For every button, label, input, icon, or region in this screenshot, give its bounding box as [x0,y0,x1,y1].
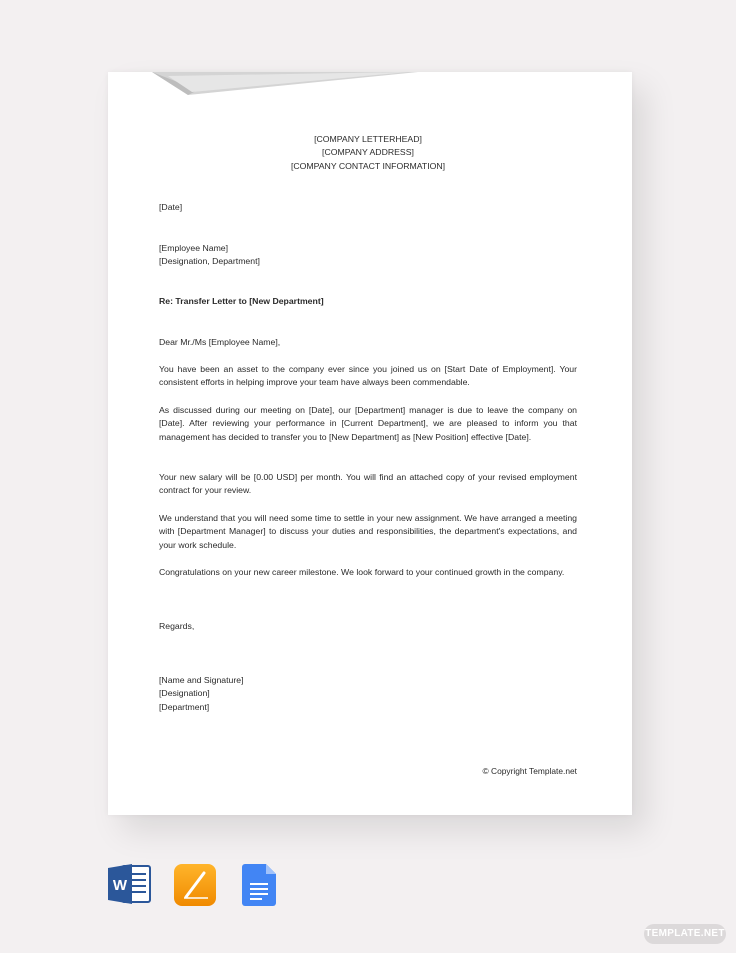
recipient-block [159,242,577,269]
recipient-designation: [Designation, Department] [159,256,260,267]
salutation: Dear Mr./Ms [Employee Name], [159,337,281,347]
page-corner-decoration [108,72,428,102]
word-icon[interactable] [108,862,152,906]
signature-block [159,674,577,714]
company-letterhead: [COMPANY LETTERHEAD] [314,134,422,144]
paragraph-3: Your new salary will be [0.00 USD] per month. You will find an attached copy of your revised employment contract for your review. [159,472,577,496]
closing: Regards, [159,621,195,631]
paragraph-2: As discussed during our meeting on [Date], our [Department] manager is due to leave the company on [Date]. After reviewing your performance in [Current Department], we are pleased to inform you that management has decided to transfer you to [New Department] as [New Position] effective [Date]. [159,405,577,442]
recipient-name: [Employee Name] [159,243,229,253]
signature-name: [Name and Signature] [159,675,244,685]
signature-department: [Department] [159,701,210,712]
letter-page [108,72,632,815]
google-docs-icon[interactable] [242,864,276,906]
letter-subject: Re: Transfer Letter to [New Department] [159,296,324,306]
watermark-badge: TEMPLATE.NET [644,924,726,944]
company-address: [COMPANY ADDRESS] [322,147,414,158]
format-icons [0,860,736,910]
paragraph-5: Congratulations on your new career milestone. We look forward to your continued growth in the company. [159,567,565,577]
paragraph-4: We understand that you will need some time to settle in your new assignment. We have arranged a meeting with [Department Manager] to discuss your duties and responsibilities, the department's expectations, and your work schedule. [159,513,577,550]
company-contact: [COMPANY CONTACT INFORMATION] [290,160,446,171]
paragraph-1: You have been an asset to the company ever since you joined us on [Start Date of Employment]. Your consistent efforts in helping improve your team have always been commendable. [159,364,577,388]
signature-designation: [Designation] [159,688,210,699]
company-header [159,133,577,173]
word-icon-letter: W [112,877,128,894]
copyright: © Copyright Template.net [482,766,577,776]
letter-date: [Date] [159,202,183,212]
pages-icon[interactable] [174,864,216,906]
